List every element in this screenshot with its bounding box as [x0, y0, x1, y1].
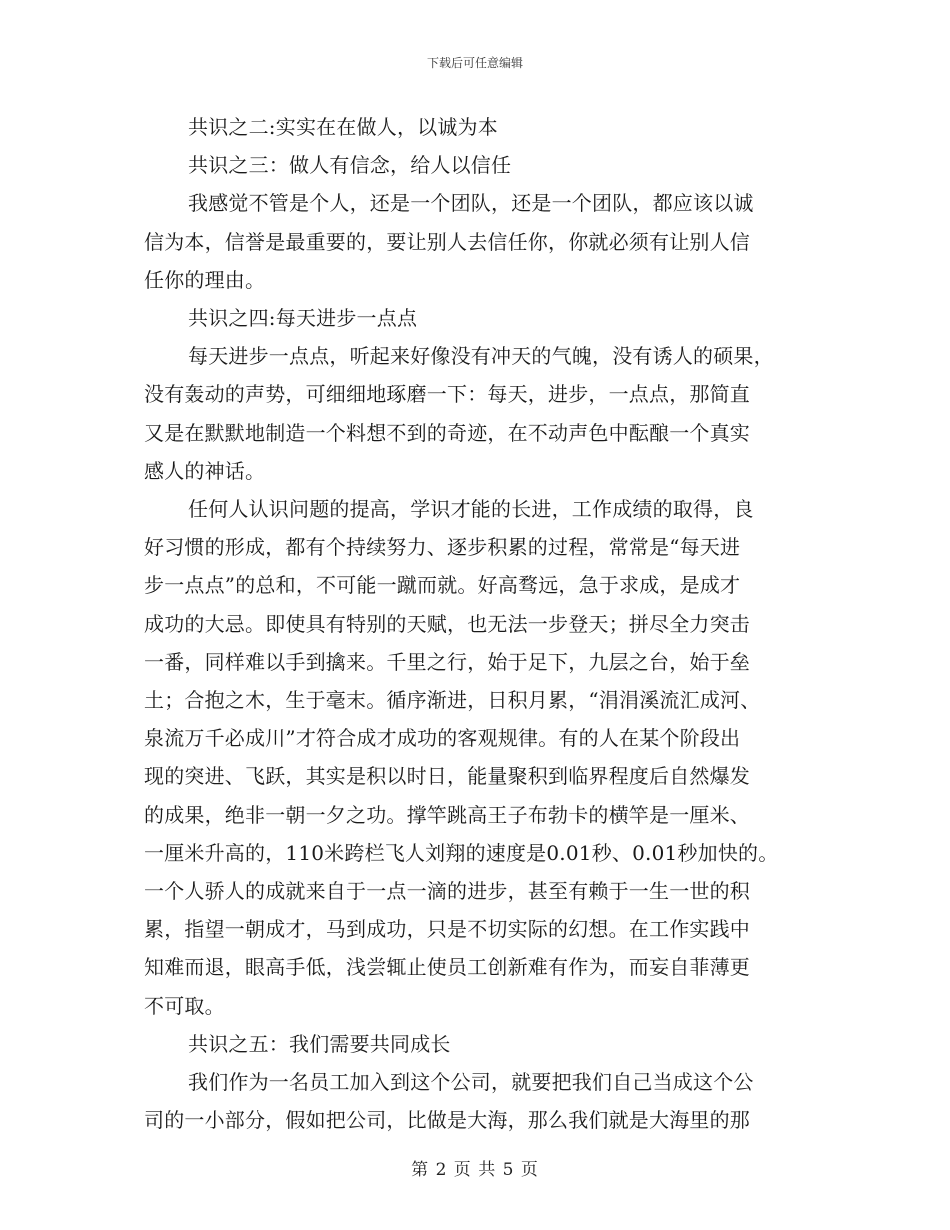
text-line: 共识之四:每天进步一点点: [188, 306, 418, 330]
text-line: 任你的理由。: [144, 267, 266, 292]
text-line: 我感觉不管是个人，还是一个团队，还是一个团队，都应该以诚: [188, 191, 754, 216]
text-line: 共识之五：我们需要共同成长: [188, 1031, 451, 1056]
text-line: 每天进步一点点，听起来好像没有冲天的气魄，没有诱人的硕果，: [188, 344, 774, 369]
text-line: 泉流万千必成川”才符合成才成功的客观规律。有的人在某个阶段出: [144, 726, 741, 751]
text-line: 知难而退，眼高手低，浅尝辄止使员工创新难有作为，而妄自菲薄更: [144, 955, 750, 980]
text-line: 成功的大忌。即使具有特别的天赋，也无法一步登天；拼尽全力突击: [144, 611, 750, 636]
page-footer: 第 2 页 共 5 页: [411, 1160, 539, 1180]
text-line: 共识之二:实实在在做人，以诚为本: [188, 115, 498, 139]
page-header: 下载后可任意编辑: [426, 56, 523, 70]
text-line: 现的突进、飞跃，其实是积以时日，能量聚积到临界程度后自然爆发: [144, 764, 750, 789]
text-line: 没有轰动的声势，可细细地琢磨一下：每天，进步，一点点，那简直: [144, 382, 750, 407]
text-line: 的成果，绝非一朝一夕之功。撑竿跳高王子布勃卡的横竿是一厘米、: [144, 802, 750, 827]
text-line: 一厘米升高的，110米跨栏飞人刘翔的速度是0.01秒、0.01秒加快的。: [144, 840, 779, 865]
text-line: 信为本，信誉是最重要的，要让别人去信任你，你就必须有让别人信: [144, 229, 750, 254]
text-line: 土；合抱之木，生于毫末。循序渐进，日积月累，“涓涓溪流汇成河、: [144, 688, 761, 712]
text-line: 不可取。: [144, 993, 225, 1018]
text-line: 司的一小部分，假如把公司，比做是大海，那么我们就是大海里的那: [144, 1108, 750, 1133]
text-line: 步一点点”的总和，不可能一蹴而就。好高骛远，急于求成，是成才: [144, 573, 741, 598]
text-line: 一个人骄人的成就来自于一点一滴的进步，甚至有赖于一生一世的积: [144, 879, 750, 903]
text-line: 任何人认识问题的提高，学识才能的长进，工作成绩的取得，良: [188, 497, 754, 521]
text-line: 共识之三：做人有信念，给人以信任: [188, 153, 512, 178]
text-line: 又是在默默地制造一个料想不到的奇迹，在不动声色中酝酿一个真实: [144, 420, 750, 445]
text-line: 累，指望一朝成才，马到成功，只是不切实际的幻想。在工作实践中: [144, 917, 750, 942]
text-line: 我们作为一名员工加入到这个公司，就要把我们自己当成这个公: [188, 1070, 754, 1094]
text-line: 好习惯的形成，都有个持续努力、逐步积累的过程，常常是“每天进: [144, 535, 741, 560]
text-line: 感人的神话。: [144, 458, 266, 483]
text-line: 一番，同样难以手到擒来。千里之行，始于足下，九层之台，始于垒: [144, 649, 750, 674]
